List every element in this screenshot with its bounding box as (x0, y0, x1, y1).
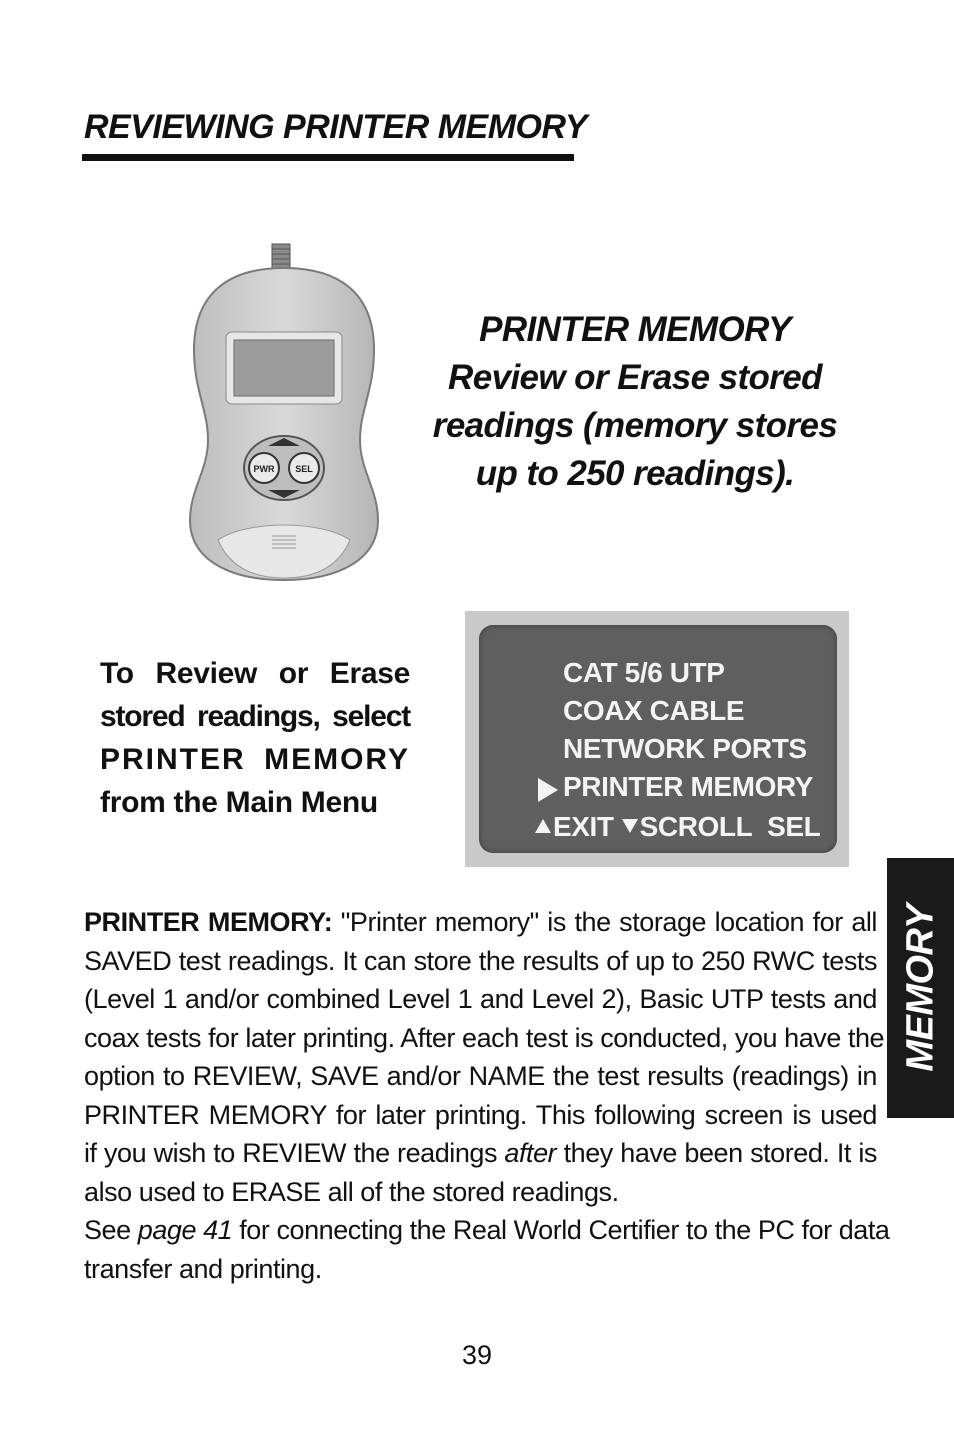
instruction-line: from the Main Menu (100, 786, 378, 819)
instruction-line: PRINTER MEMORY (100, 743, 410, 776)
page-reference: page 41 (137, 1215, 233, 1245)
callout-line: up to 250 readings). (475, 454, 795, 493)
callout-line: PRINTER MEMORY (479, 310, 791, 349)
lcd-scroll-label: SCROLL (639, 811, 753, 842)
page-number: 39 (461, 1340, 493, 1370)
body-line: if you wish to REVIEW the readings after they have been stored. It is (84, 1138, 877, 1168)
printer-memory-callout (430, 306, 840, 498)
body-paragraph (84, 903, 890, 1288)
selection-arrow-icon (538, 778, 558, 802)
lcd-menu-item: CAT 5/6 UTP (563, 657, 725, 688)
lead-label: PRINTER MEMORY: (84, 907, 333, 937)
lcd-footer (535, 811, 820, 843)
down-arrow-icon (622, 819, 638, 833)
lcd-menu-item-selected: PRINTER MEMORY (563, 771, 814, 802)
instruction-text (100, 652, 410, 824)
body-line: PRINTER MEMORY for later printing. This following screen is used (84, 1099, 877, 1130)
instruction-line: To Review or Erase (100, 657, 410, 690)
up-arrow-icon (535, 819, 551, 833)
lcd-screen (479, 625, 837, 853)
section-side-tab (887, 858, 954, 1118)
instruction-line: stored readings, select (100, 700, 410, 733)
sel-button-label: SEL (295, 464, 313, 474)
callout-line: readings (memory stores (432, 406, 838, 445)
title-underline (82, 154, 574, 161)
body-line: (Level 1 and/or combined Level 1 and Level 2), Basic UTP tests and (84, 984, 877, 1014)
page-title: REVIEWING PRINTER MEMORY (84, 108, 588, 146)
lcd-exit-label: EXIT (553, 811, 614, 842)
body-line: SAVED test readings. It can store the results of up to 250 RWC tests (84, 945, 877, 976)
body-line: See page 41 for connecting the Real World Certifier to the PC for data (84, 1215, 890, 1245)
body-line: PRINTER MEMORY: "Printer memory" is the storage location for all (84, 907, 877, 937)
lcd-menu-item: NETWORK PORTS (563, 733, 807, 764)
body-line: also used to ERASE all of the stored readings. (84, 1176, 619, 1207)
body-line: coax tests for later printing. After each test is conducted, you have the (84, 1022, 885, 1053)
pwr-button-label: PWR (253, 464, 275, 474)
side-tab-label: MEMORY (899, 904, 941, 1072)
callout-line: Review or Erase stored (448, 358, 822, 397)
body-line: option to REVIEW, SAVE and/or NAME the test results (readings) in (84, 1061, 877, 1091)
body-line: transfer and printing. (84, 1253, 322, 1284)
tester-device-illustration (188, 240, 380, 582)
lcd-screen-frame (465, 611, 849, 867)
lcd-sel-label: SEL (767, 811, 821, 842)
lcd-menu-item: COAX CABLE (563, 695, 745, 726)
